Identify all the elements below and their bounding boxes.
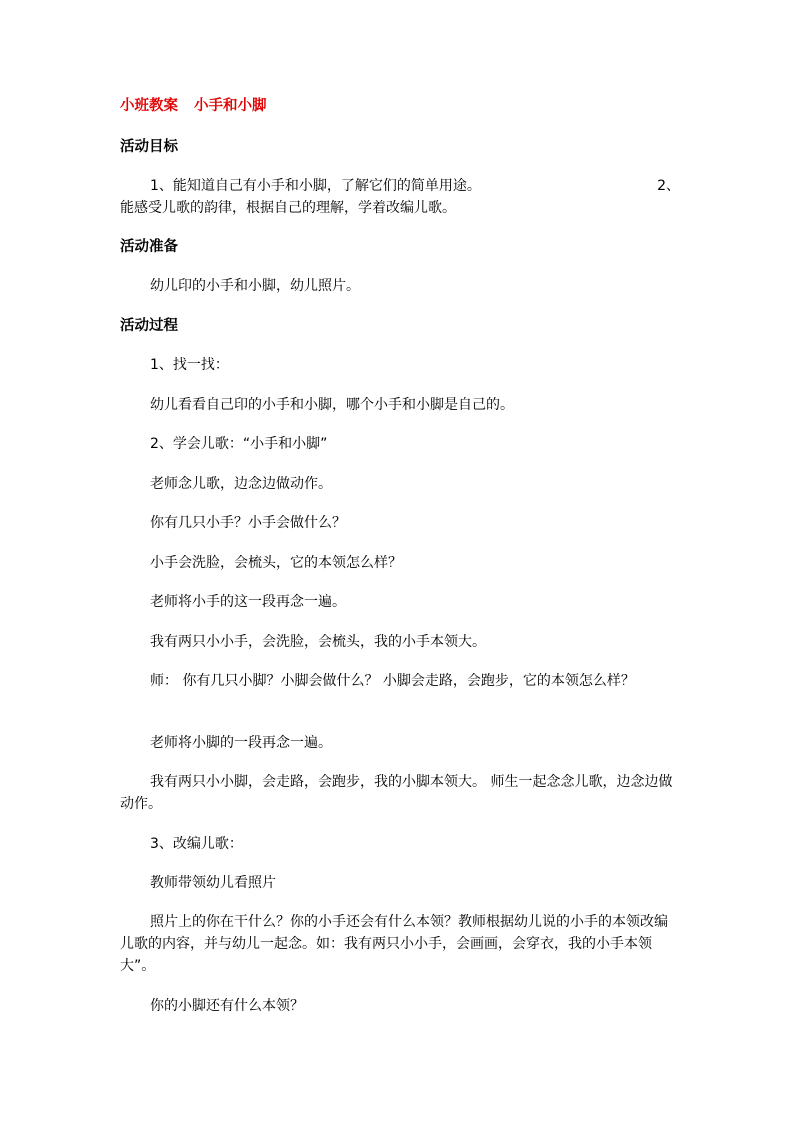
- prep-text: 幼儿印的小手和小脚，幼儿照片。: [150, 278, 360, 294]
- step-2-d: 老师将小手的这一段再念一遍。: [150, 594, 346, 610]
- title-part-2: 小手和小脚: [194, 98, 267, 114]
- step-2-f: 师： 你有几只小脚？小脚会做什么？ 小脚会走路，会跑步，它的本领怎么样？: [150, 673, 635, 689]
- step-3-b: 照片上的你在干什么？你的小手还会有什么本领？教师根据幼儿说的小手的本领改编儿歌的内容，并与幼儿一起念。如：我有两只小小手，会画画，会穿衣，我的小手本领大”。: [120, 914, 668, 974]
- step-2-c: 小手会洗脸，会梳头，它的本领怎么样？: [150, 555, 402, 571]
- step-3: 3、改编儿歌：: [150, 836, 243, 852]
- step-2: 2、学会儿歌：“小手和小脚”: [150, 436, 328, 452]
- step-3-a: 教师带领幼儿看照片: [150, 875, 276, 891]
- title-part-1: 小班教案: [120, 98, 178, 114]
- step-3-c: 你的小脚还有什么本领？: [150, 998, 304, 1014]
- step-2-a: 老师念儿歌，边念边做动作。: [150, 476, 332, 492]
- heading-process: 活动过程: [120, 318, 178, 334]
- goal-line-1: [120, 175, 680, 197]
- heading-prep: 活动准备: [120, 239, 178, 255]
- step-2-g: 老师将小脚的一段再念一遍。: [150, 735, 332, 751]
- document-title: [120, 95, 680, 117]
- step-2-e: 我有两只小小手，会洗脸，会梳头，我的小手本领大。: [150, 634, 486, 650]
- goal-2-text: 能感受儿歌的韵律，根据自己的理解，学着改编儿歌。: [120, 200, 456, 216]
- goal-2-number: 2、: [657, 178, 680, 194]
- step-2-h: 我有两只小小脚，会走路，会跑步，我的小脚本领大。 师生一起念念儿歌，边念边做动作。: [120, 774, 673, 812]
- step-2-b: 你有几只小手？小手会做什么？: [150, 515, 346, 531]
- goal-1: 1、能知道自己有小手和小脚，了解它们的简单用途。: [150, 178, 481, 194]
- step-1: 1、找一找：: [150, 357, 229, 373]
- heading-goals: 活动目标: [120, 139, 178, 155]
- step-1-text: 幼儿看看自己印的小手和小脚，哪个小手和小脚是自己的。: [150, 397, 514, 413]
